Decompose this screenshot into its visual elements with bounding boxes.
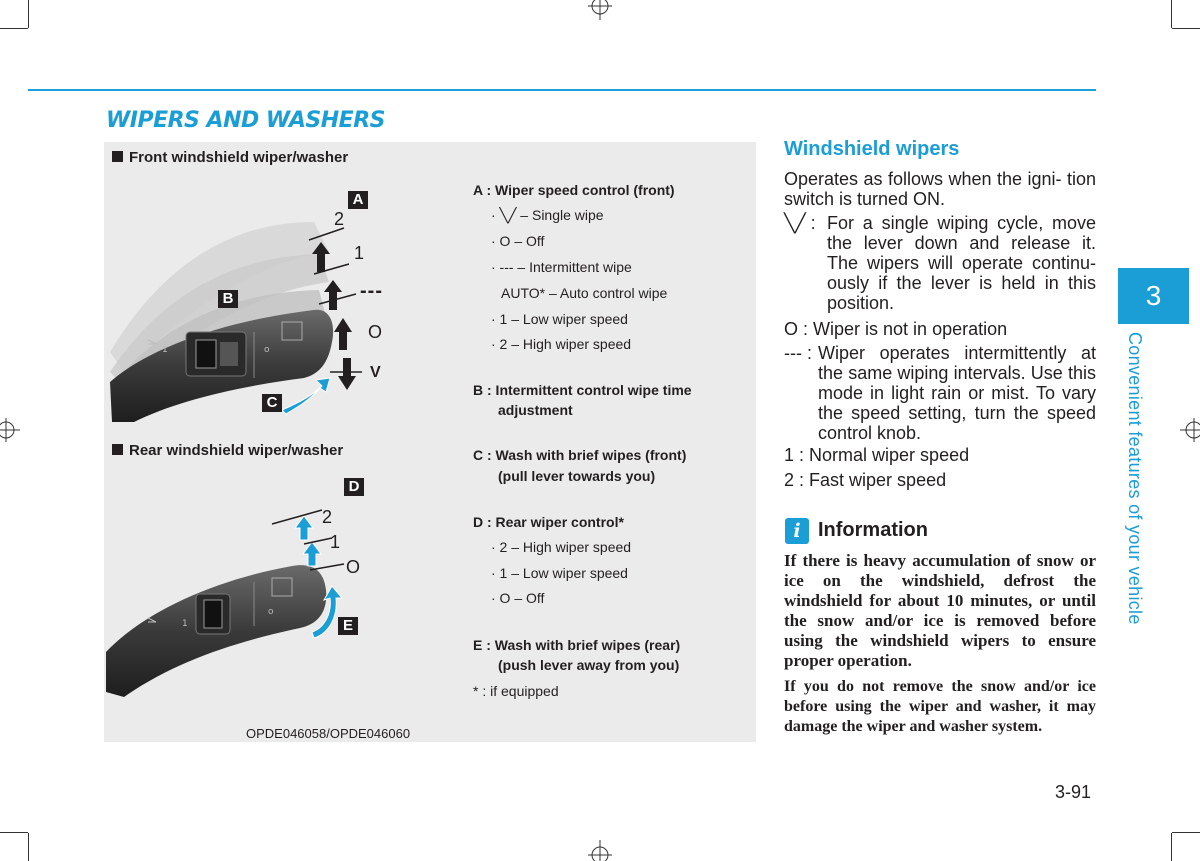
crop-mark (1171, 833, 1172, 861)
legend-a-item: · 1 – Low wiper speed (491, 311, 628, 327)
square-bullet-icon (112, 151, 123, 162)
square-bullet-icon (112, 444, 123, 455)
item-normal-speed (784, 445, 1096, 465)
item-text: For a single wiping cycle, move the lever down and release it. The wipers will operate continu- ously if the lever is held in this position. (827, 213, 1096, 313)
rear-figure-heading: Rear windshield wiper/washer (112, 442, 343, 459)
legend-b-title: B : Intermittent control wipe time (473, 382, 692, 398)
callout-d: D (344, 478, 364, 496)
page-number: 3-91 (1055, 782, 1092, 802)
registration-mark-left (0, 418, 22, 442)
item-key: 2 : (784, 470, 805, 490)
front-position-intermittent: --- (360, 280, 383, 302)
svg-text:o: o (264, 345, 270, 355)
legend-a-item: · 2 – High wiper speed (491, 336, 632, 352)
item-key: O : (784, 319, 809, 339)
crop-mark (28, 0, 29, 28)
crop-mark (0, 832, 28, 833)
crop-mark (0, 28, 28, 29)
legend-c-title-cont: (pull lever towards you) (498, 468, 656, 484)
registration-mark-top (588, 0, 612, 22)
legend-a-item: AUTO* – Auto control wipe (501, 285, 668, 301)
crop-mark (1171, 0, 1172, 28)
chapter-title-text: Convenient features of your vehicle (1125, 332, 1145, 625)
item-text: Wiper operates intermittently at the same wiping intervals. Use this mode in light rain or mist. To vary the speed setting, turn the speed control knob. (818, 343, 1096, 443)
front-position-single: V (370, 364, 381, 381)
chapter-side-title (1123, 332, 1153, 625)
rear-wiper-lever-illustration (104, 502, 434, 702)
front-position-2: 2 (334, 209, 345, 229)
callout-c: C (262, 394, 282, 412)
rear-position-2: 2 (322, 507, 333, 527)
svg-text:1: 1 (182, 619, 188, 629)
callout-e: E (338, 617, 358, 635)
item-key: --- : (784, 343, 812, 363)
registration-mark-right (1178, 418, 1200, 442)
legend-a-item: · ╲╱ – Single wipe (491, 207, 604, 223)
registration-mark-bottom (588, 840, 612, 861)
info-icon: i (785, 518, 809, 544)
legend-b-title-cont: adjustment (498, 402, 573, 418)
header-rule (28, 89, 1096, 91)
figure-panel (104, 142, 756, 742)
figure-caption: OPDE046058/OPDE046060 (246, 726, 411, 741)
svg-text:1: 1 (162, 345, 168, 355)
legend-e-title: E : Wash with brief wipes (rear) (473, 637, 681, 653)
front-wiper-lever-illustration (104, 182, 434, 422)
item-fast-speed (784, 470, 1096, 490)
info-paragraph-2: If you do not remove the snow and/or ice before using the wiper and washer, it may damage the wiper and washer system. (784, 678, 1096, 735)
info-paragraph-1: If there is heavy accumulation of snow or ice on the windshield, defrost the windshield for about 10 minutes, or until the snow and/or ice is removed before using the windshield wipers to ensure proper operation. (784, 551, 1096, 670)
legend-a-item: · --- – Intermittent wipe (491, 259, 632, 275)
legend-a-item: · O – Off (491, 233, 545, 249)
item-key: ╲╱ : (784, 213, 816, 233)
front-position-1: 1 (354, 243, 365, 263)
chapter-tab: 3 (1118, 268, 1189, 324)
subsection-title: Windshield wipers (784, 138, 960, 160)
svg-text:o: o (268, 607, 274, 617)
front-position-off: O (368, 322, 383, 342)
item-text: Wiper is not in operation (813, 319, 1008, 339)
callout-b: B (218, 290, 238, 308)
item-text: Normal wiper speed (809, 445, 970, 465)
legend-c-title: C : Wash with brief wipes (front) (473, 447, 687, 463)
crop-mark (28, 833, 29, 861)
front-figure-heading: Front windshield wiper/washer (112, 149, 348, 166)
legend-d-item: · 1 – Low wiper speed (491, 565, 628, 581)
legend-d-title: D : Rear wiper control* (473, 514, 624, 530)
legend-a-title: A : Wiper speed control (front) (473, 182, 675, 198)
info-title: Information (818, 519, 928, 541)
legend-d-item: · 2 – High wiper speed (491, 539, 632, 555)
crop-mark (1172, 28, 1200, 29)
item-text: Fast wiper speed (809, 470, 947, 490)
intro-paragraph: Operates as follows when the igni- tion switch is turned ON. (784, 169, 1096, 209)
legend-d-item: · O – Off (491, 590, 545, 606)
crop-mark (1172, 832, 1200, 833)
rear-position-1: 1 (330, 532, 341, 552)
section-title: WIPERS AND WASHERS (106, 108, 385, 133)
legend-e-title-cont: (push lever away from you) (498, 657, 680, 673)
callout-a: A (348, 191, 368, 209)
legend-footnote: * : if equipped (473, 683, 559, 699)
item-key: 1 : (784, 445, 805, 465)
rear-position-off: O (346, 557, 361, 577)
item-off (784, 319, 1096, 339)
